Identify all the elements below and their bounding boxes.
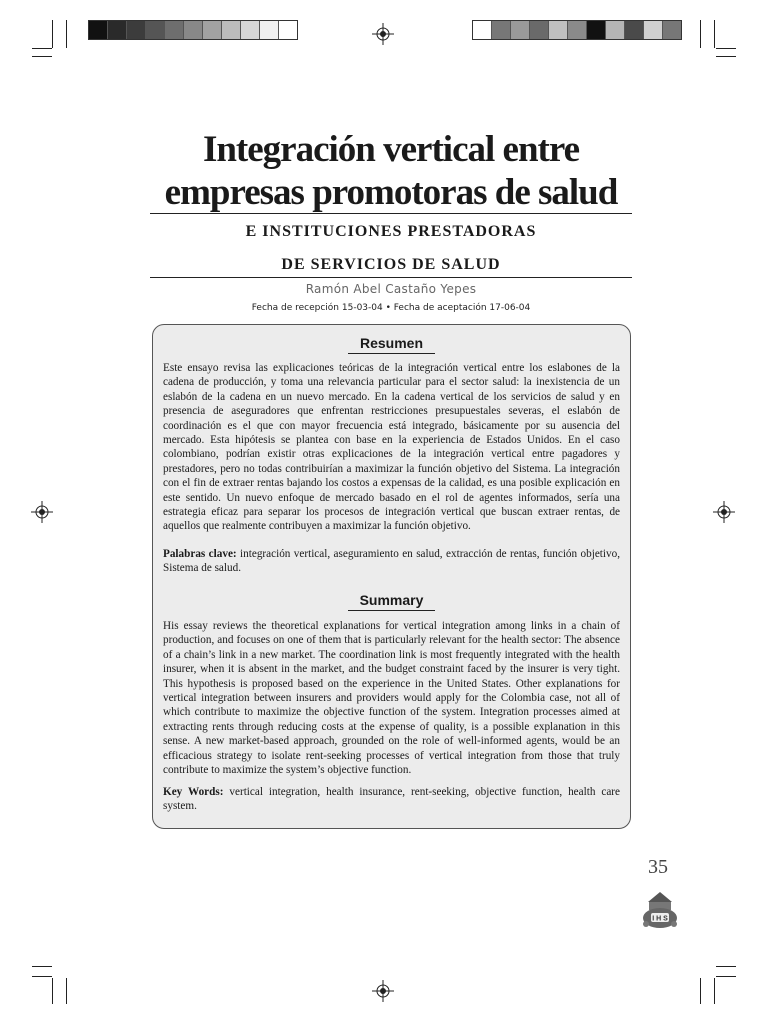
crop-mark <box>714 20 715 48</box>
summary-keywords-label: Key Words: <box>163 786 224 798</box>
crop-mark <box>66 978 67 1004</box>
journal-seal-logo <box>640 888 680 930</box>
color-swatch <box>549 21 568 39</box>
color-calibration-bar <box>472 20 682 40</box>
title-rule <box>150 213 632 214</box>
color-swatch <box>663 21 681 39</box>
summary-keywords <box>163 785 620 814</box>
color-swatch <box>241 21 260 39</box>
crop-mark <box>700 20 701 48</box>
color-swatch <box>587 21 606 39</box>
color-swatch <box>89 21 108 39</box>
color-swatch <box>568 21 587 39</box>
summary-heading-text: Summary <box>348 592 436 611</box>
article-title <box>150 128 632 214</box>
color-swatch <box>644 21 663 39</box>
color-swatch <box>492 21 511 39</box>
summary-heading <box>153 592 630 611</box>
color-swatch <box>203 21 222 39</box>
color-swatch <box>146 21 165 39</box>
color-swatch <box>606 21 625 39</box>
color-swatch <box>165 21 184 39</box>
seal-text: I H S <box>652 915 668 923</box>
crop-mark <box>700 978 701 1004</box>
registration-target-icon <box>372 23 394 45</box>
color-swatch <box>279 21 297 39</box>
color-swatch <box>222 21 241 39</box>
author-name: Ramón Abel Castaño Yepes <box>305 282 477 296</box>
crop-mark <box>66 20 67 48</box>
color-swatch <box>530 21 549 39</box>
crop-mark <box>716 48 736 49</box>
crop-mark <box>716 966 736 967</box>
article-subtitle-line1: E INSTITUCIONES PRESTADORAS <box>245 223 537 240</box>
resumen-body: Este ensayo revisa las explicaciones teóricas de la integración vertical entre los eslabones de la cadena de producción, y toma una relevancia particular para el sector salud: la inexistencia de un eslabón de la cadena en un nuevo mercado. En la cadena vertical de los servicios de salud y en presencia de aseguradores que enfrentan restricciones presupuestales severas, el eslabón de coordinación es el que con mayor frecuencia está integrado, básicamente por su ausencia del mercado. Esta hipótesis se plantea con base en la experiencia de Estados Unidos. En el caso colombiano, podrían existir otras explicaciones de la integración vertical entre pagadores y prestadores, pero no todas contribuirían a maximizar la función objetivo del Sistema. La integración con el fin de extraer rentas bajando los costos a expensas de la calidad, es una posible explicación en este sentido. Un nuevo enfoque de mercado basado en el rol de agentes informados, sería una estrategia eficaz para separar los procesos de integración vertical que buscan extraer rentas, de aquellos que realmente contribuyen a maximizar la función objetivo. <box>163 362 620 533</box>
color-swatch <box>260 21 279 39</box>
abstract-box <box>152 324 631 829</box>
registration-target-icon <box>31 501 53 523</box>
summary-keywords-text: vertical integration, health insurance, rent-seeking, objective function, health care system. <box>163 786 620 813</box>
color-calibration-bar <box>88 20 298 40</box>
color-swatch <box>184 21 203 39</box>
crop-mark <box>32 56 52 57</box>
crop-mark <box>32 976 52 977</box>
submission-dates: Fecha de recepción 15-03-04 • Fecha de aceptación 17-06-04 <box>251 303 531 313</box>
crop-mark <box>716 976 736 977</box>
resumen-keywords-text: integración vertical, aseguramiento en salud, extracción de rentas, función objetivo, Sistema de salud. <box>163 548 621 575</box>
resumen-heading-text: Resumen <box>348 335 435 354</box>
article-subtitle-line2: DE SERVICIOS DE SALUD <box>281 256 501 273</box>
article-title-line2: empresas promotoras de salud <box>164 172 618 213</box>
article-title-line1: Integración vertical entre <box>202 129 580 170</box>
color-swatch <box>625 21 644 39</box>
color-swatch <box>127 21 146 39</box>
resumen-keywords <box>163 547 620 576</box>
crop-mark <box>714 978 715 1004</box>
subtitle-rule <box>150 277 632 278</box>
page-number: 35 <box>648 856 668 878</box>
color-swatch <box>511 21 530 39</box>
registration-target-icon <box>713 501 735 523</box>
crop-mark <box>716 56 736 57</box>
color-swatch <box>108 21 127 39</box>
crop-mark <box>32 966 52 967</box>
crop-mark <box>32 48 52 49</box>
resumen-keywords-label: Palabras clave: <box>163 548 237 560</box>
registration-target-icon <box>372 980 394 1002</box>
color-swatch <box>473 21 492 39</box>
crop-mark <box>52 20 53 48</box>
crop-mark <box>52 978 53 1004</box>
resumen-heading <box>153 335 630 354</box>
summary-body: His essay reviews the theoretical explanations for vertical integration among links in a chain of production, and focuses on one of them that is particularly relevant for the health sector: The absence of a chain’s link in a new market. The coordination link is most frequently integrated with the health insurer, when it is absent in the market, and the budget constraint faced by the insurer is very tight. This hypothesis is proposed based on the experience in the United States. Other explanations for vertical integration between insurers and providers would apply for the Colombia case, not all of which contribute to maximize the objective function of the system. Integration processes aimed at extracting rents through reducing costs at the expense of quality, is a possible explanation in this sense. A new market-based approach, grounded on the role of well-informed agents, would be an efficacious strategy to isolate rent-seeking processes of vertical integration from those that truly contribute to maximize the system’s objective function. <box>163 620 620 777</box>
